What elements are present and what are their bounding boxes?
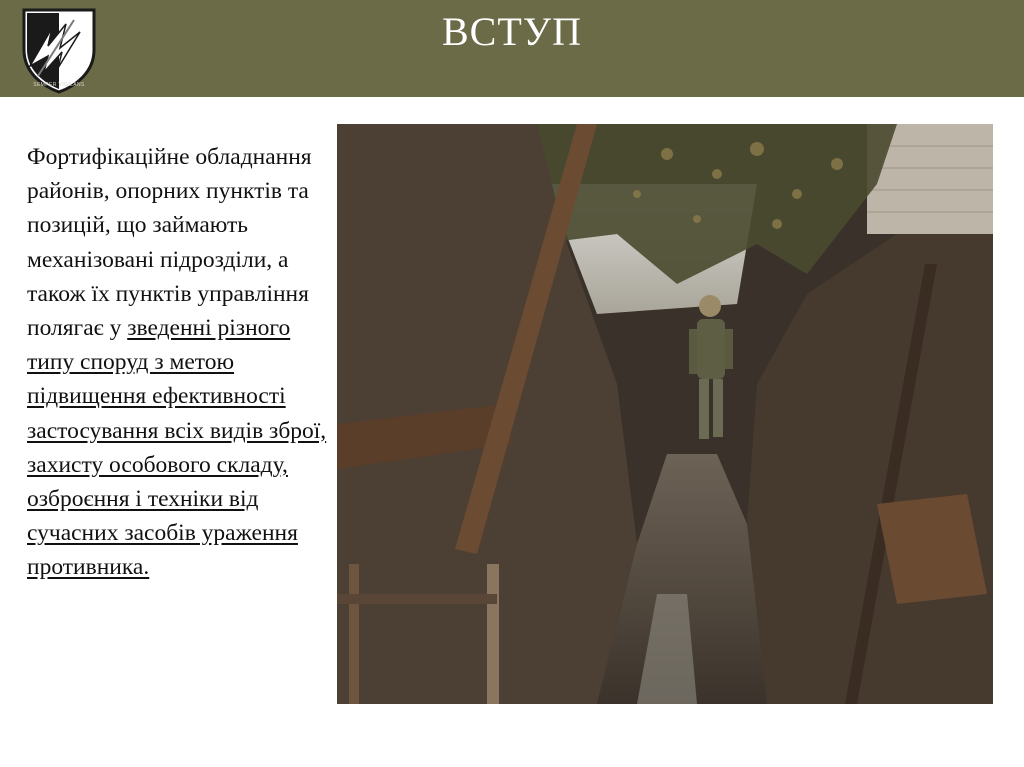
emblem-caption: SEMPER VIGILANS: [33, 82, 85, 88]
intro-text-underlined: зведенні різного типу споруд з метою підвищення ефективності застосування всіх видів зброї, захисту особового складу, озброєння і техніки від сучасних засобів ураження противника.: [27, 315, 327, 581]
intro-paragraph: [27, 140, 327, 585]
slide-title: ВСТУП: [442, 9, 582, 54]
trench-photo: [337, 124, 993, 704]
intro-text-plain: Фортифікаційне обладнання районів, опорних пунктів та позицій, що займають механізовані підрозділи, а також їх пунктів управління полягає у: [27, 144, 312, 342]
trench-photo-illustration: [337, 124, 993, 704]
slide-header: [0, 0, 1024, 97]
